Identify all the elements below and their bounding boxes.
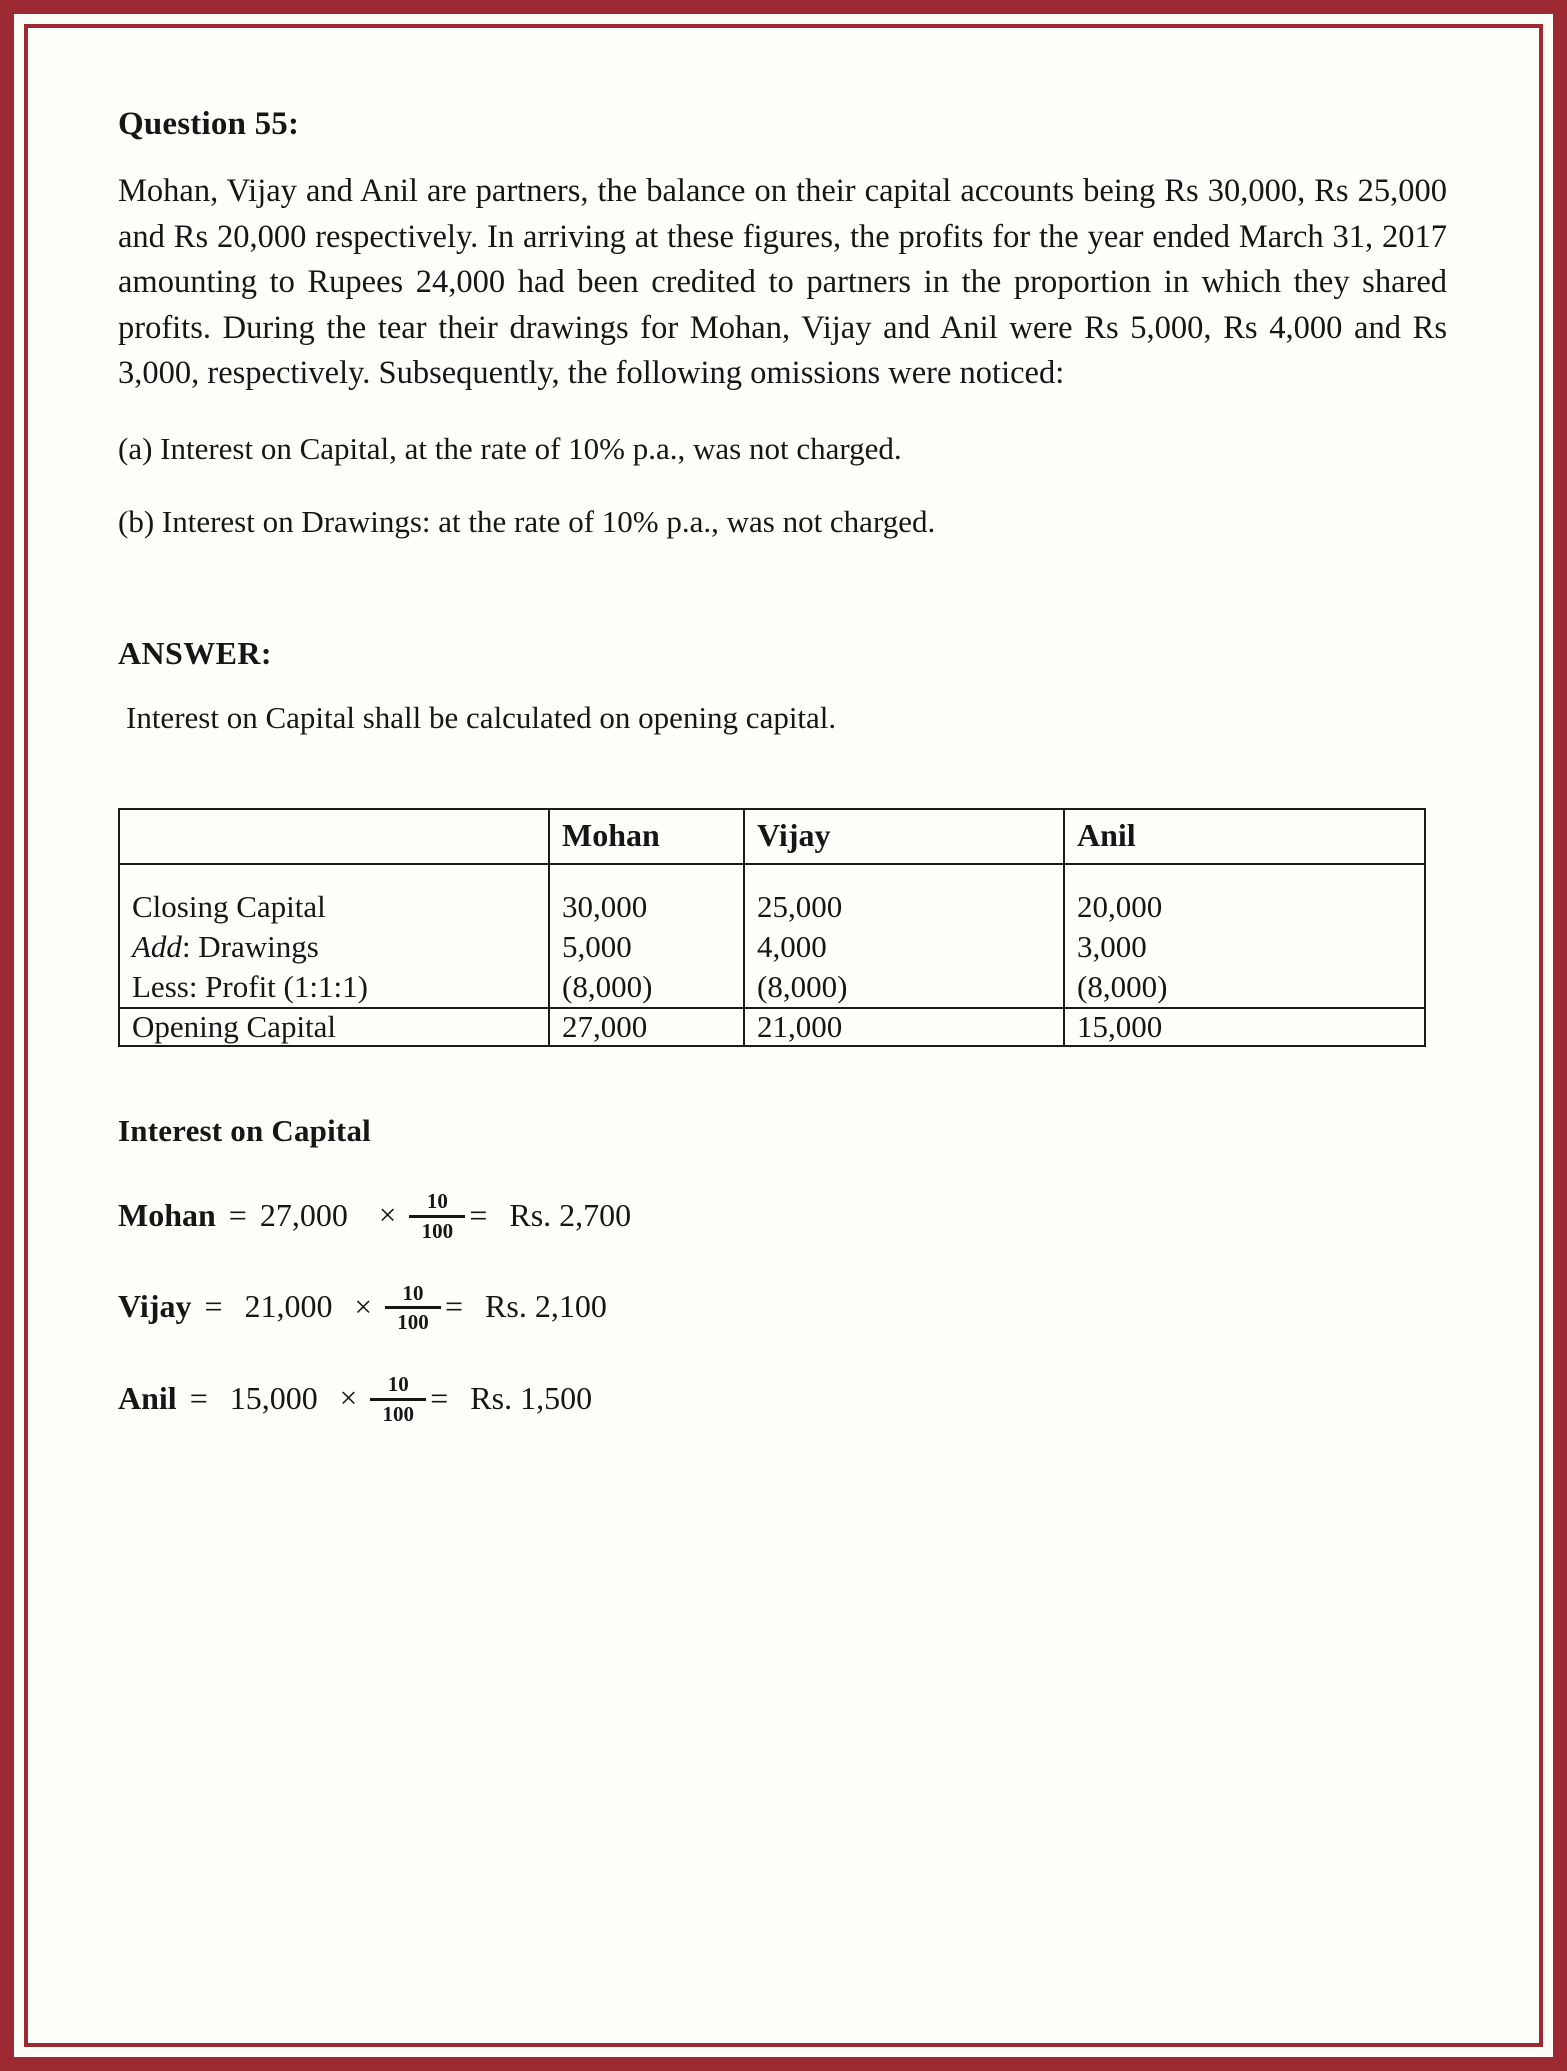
cell-vijay-less-profit: (8,000) <box>757 969 848 1005</box>
formula-anil-name: Anil <box>118 1379 177 1416</box>
table-header-row <box>119 809 1425 864</box>
table-mohan-column <box>549 864 744 1008</box>
formula-mohan <box>118 1189 1455 1241</box>
answer-heading: ANSWER: <box>118 635 272 672</box>
formula-mohan-name: Mohan <box>118 1196 216 1233</box>
formula-mohan-times: × <box>378 1197 397 1233</box>
question-heading: Question 55: <box>118 106 300 142</box>
table-header-mohan: Mohan <box>549 809 744 864</box>
table-anil-column <box>1064 864 1425 1008</box>
add-italic: Add <box>132 929 182 965</box>
table-body-row <box>119 864 1425 1008</box>
formula-vijay-result: Rs. 2,100 <box>485 1288 607 1325</box>
formula-mohan-numerator: 10 <box>426 1189 448 1214</box>
formula-anil-equals-2: = <box>430 1379 449 1416</box>
table-header-blank <box>119 809 549 864</box>
formula-mohan-result: Rs. 2,700 <box>509 1196 632 1233</box>
table-vijay-column <box>744 864 1064 1008</box>
formula-vijay-principal: 21,000 <box>244 1288 333 1325</box>
formula-vijay-times: × <box>354 1288 372 1324</box>
opening-capital-table <box>118 808 1426 1047</box>
formula-vijay-fraction <box>385 1282 441 1334</box>
formula-vijay-denominator: 100 <box>397 1310 429 1335</box>
cell-anil-drawings: 3,000 <box>1077 929 1147 965</box>
cell-anil-less-profit: (8,000) <box>1077 969 1168 1005</box>
formula-anil-denominator: 100 <box>382 1401 414 1426</box>
formula-anil-numerator: 10 <box>387 1372 409 1397</box>
total-anil-opening-capital: 15,000 <box>1064 1008 1425 1046</box>
formula-vijay <box>118 1281 1455 1333</box>
cell-mohan-less-profit: (8,000) <box>562 969 653 1005</box>
question-item-b: (b) Interest on Drawings: at the rate of 10% p.a., was not charged. <box>118 503 936 539</box>
total-vijay-opening-capital: 21,000 <box>744 1008 1064 1046</box>
interest-on-capital-heading: Interest on Capital <box>118 1113 371 1149</box>
formula-vijay-numerator: 10 <box>402 1280 424 1305</box>
formula-mohan-principal: 27,000 <box>259 1196 348 1233</box>
cell-vijay-drawings: 4,000 <box>757 929 827 965</box>
table-header-anil: Anil <box>1064 809 1425 864</box>
formula-anil-fraction <box>370 1373 426 1425</box>
page-frame-inner-rule <box>24 24 1543 2047</box>
total-label-opening-capital: Opening Capital <box>119 1008 549 1046</box>
formula-vijay-equals-2: = <box>445 1288 464 1325</box>
formula-mohan-equals-2: = <box>469 1196 488 1233</box>
formula-anil-result: Rs. 1,500 <box>470 1379 593 1416</box>
table-label-column <box>119 864 549 1008</box>
table-row-label-add-drawings <box>132 927 548 967</box>
table-header-vijay: Vijay <box>744 809 1064 864</box>
add-rest: : Drawings <box>181 929 319 965</box>
document-page <box>28 28 1539 2043</box>
cell-mohan-closing-capital: 30,000 <box>562 889 648 925</box>
question-paragraph: Mohan, Vijay and Anil are partners, the balance on their capital accounts being Rs 30,000, Rs 25,000 and Rs 20,000 respectively. In arriving at these figures, the profits for the year ended March 31, 2017 amounting to Rupees 24,000 had been credited to partners in the proportion in which they shared profits. During the tear their drawings for Mohan, Vijay and Anil were Rs 5,000, Rs 4,000 and Rs 3,000, respectively. Subsequently, the following omissions were noticed: <box>118 173 1447 391</box>
table-row-label-closing-capital: Closing Capital <box>132 889 326 925</box>
formula-mohan-fraction <box>409 1190 465 1242</box>
table-row-label-less-profit: Less: Profit (1:1:1) <box>132 969 368 1005</box>
formula-vijay-equals-1: = <box>204 1288 223 1325</box>
formula-vijay-name: Vijay <box>118 1288 192 1325</box>
cell-anil-closing-capital: 20,000 <box>1077 889 1163 925</box>
table-total-row <box>119 1008 1425 1046</box>
cell-vijay-closing-capital: 25,000 <box>757 889 843 925</box>
total-mohan-opening-capital: 27,000 <box>549 1008 744 1046</box>
formula-mohan-equals-1: = <box>228 1196 247 1233</box>
question-item-a: (a) Interest on Capital, at the rate of 10% p.a., was not charged. <box>118 430 902 466</box>
formula-anil-principal: 15,000 <box>229 1379 318 1416</box>
formula-anil-times: × <box>339 1380 358 1416</box>
formula-anil <box>118 1372 1455 1424</box>
cell-mohan-drawings: 5,000 <box>562 929 632 965</box>
answer-lead-text: Interest on Capital shall be calculated on opening capital. <box>126 700 837 736</box>
formula-mohan-denominator: 100 <box>421 1218 454 1243</box>
formula-anil-equals-1: = <box>189 1379 208 1416</box>
